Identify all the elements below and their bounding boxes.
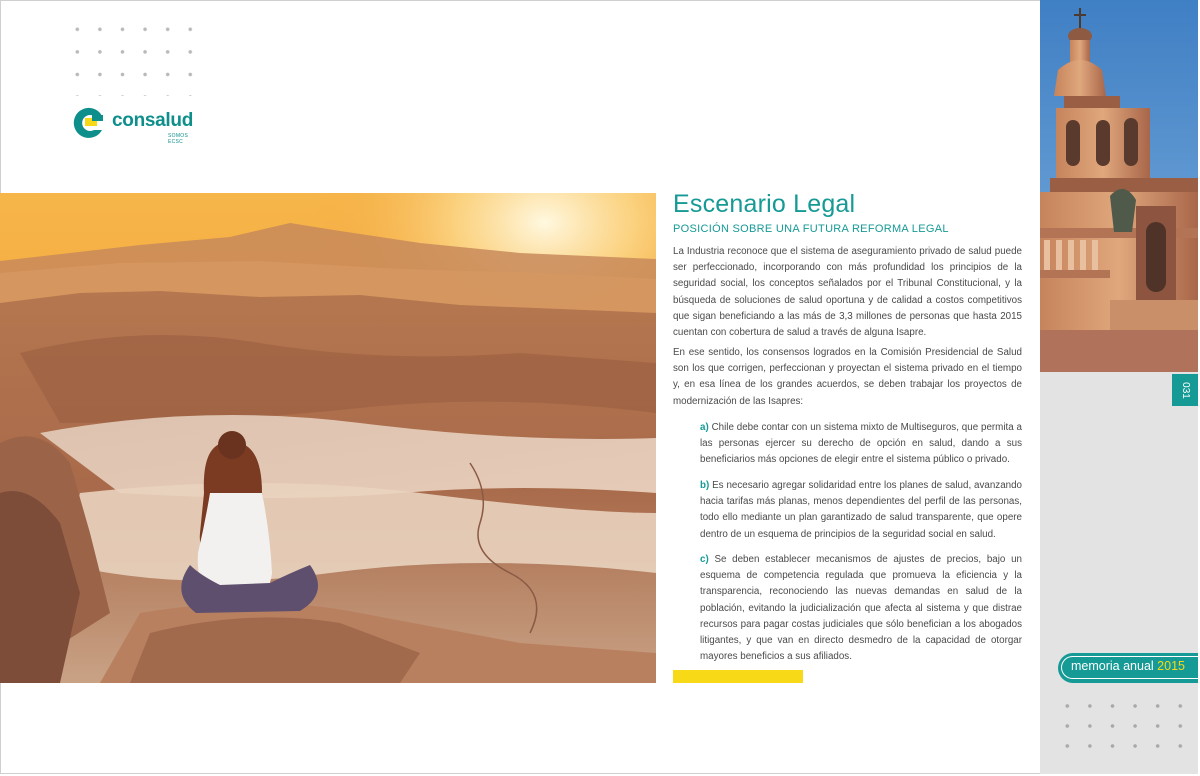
consalud-logo xyxy=(70,106,200,145)
list-text: Se deben establecer mecanismos de ajustes de precios, bajo un esquema de competencia regulada que promueva la eficiencia y la transparencia, reconociendo las nuevas demandas en salud de la población, evitando la judicialización que afecta al sistema y que distrae recursos para pagar costas judiciales que sólo benefician a los abogados litigantes, y que van en directo desmedro de la capacidad de otorgar mayores beneficios a sus afiliados. xyxy=(700,554,1022,663)
decorative-dot-grid-bottom xyxy=(1056,696,1186,754)
cathedral-tower-photo xyxy=(1040,0,1198,372)
list-marker: a) xyxy=(700,422,709,433)
list-marker: c) xyxy=(700,554,709,565)
report-label: memoria anual xyxy=(1071,659,1154,673)
body-paragraph-1: La Industria reconoce que el sistema de aseguramiento privado de salud puede ser perfeccionado, incorporando con más profundidad los principios de la seguridad social, los conceptos señalados por el Tribunal Constitucional, y la búsqueda de soluciones de salud oportuna y de calidad a costos competitivos que sigan beneficiando a las más de 3,3 millones de personas que hasta 2015 cuentan con cobertura de salud a través de alguna Isapre. xyxy=(673,246,1022,339)
consalud-logo-icon xyxy=(70,106,104,140)
section-subtitle: POSICIÓN SOBRE UNA FUTURA REFORMA LEGAL xyxy=(673,223,949,235)
section-title: Escenario Legal xyxy=(673,190,856,218)
decorative-dot-grid xyxy=(66,18,196,96)
list-text: Chile debe contar con un sistema mixto de Multiseguros, que permita a las personas ejercer su derecho de opción en salud, dando a sus beneficiarios más opciones de elegir entre el sistema público o privado. xyxy=(700,422,1022,466)
body-paragraph-2: En ese sentido, los consensos logrados en la Comisión Presidencial de Salud son los que corrigen, perfeccionan y proyectan el sistema privado en el tiempo y, en esa línea de los grandes acuerdos, se deben trabajar los proyectos de modernización de las Isapres: xyxy=(673,347,1022,407)
list-marker: b) xyxy=(700,480,710,491)
list-item-a xyxy=(700,420,1022,469)
list-item-b xyxy=(700,478,1022,543)
desert-sunset-photo xyxy=(0,193,656,683)
list-item-c xyxy=(700,552,1022,665)
brand-name: consalud xyxy=(112,110,194,131)
page-number: 031 xyxy=(1179,381,1191,399)
memoria-anual-text xyxy=(1071,659,1185,673)
page-number-tab xyxy=(1172,374,1198,406)
brand-tagline: SOMOS ECSC xyxy=(168,133,189,145)
report-year: 2015 xyxy=(1157,659,1185,673)
yellow-accent-bar xyxy=(673,670,803,683)
list-text: Es necesario agregar solidaridad entre los planes de salud, avanzando hacia tarifas más planas, menos dependientes del perfil de las personas, todo ello mediante un plan garantizado de salud transparente, que opere dentro de un esquema de principios de la seguridad social en salud. xyxy=(700,480,1022,540)
